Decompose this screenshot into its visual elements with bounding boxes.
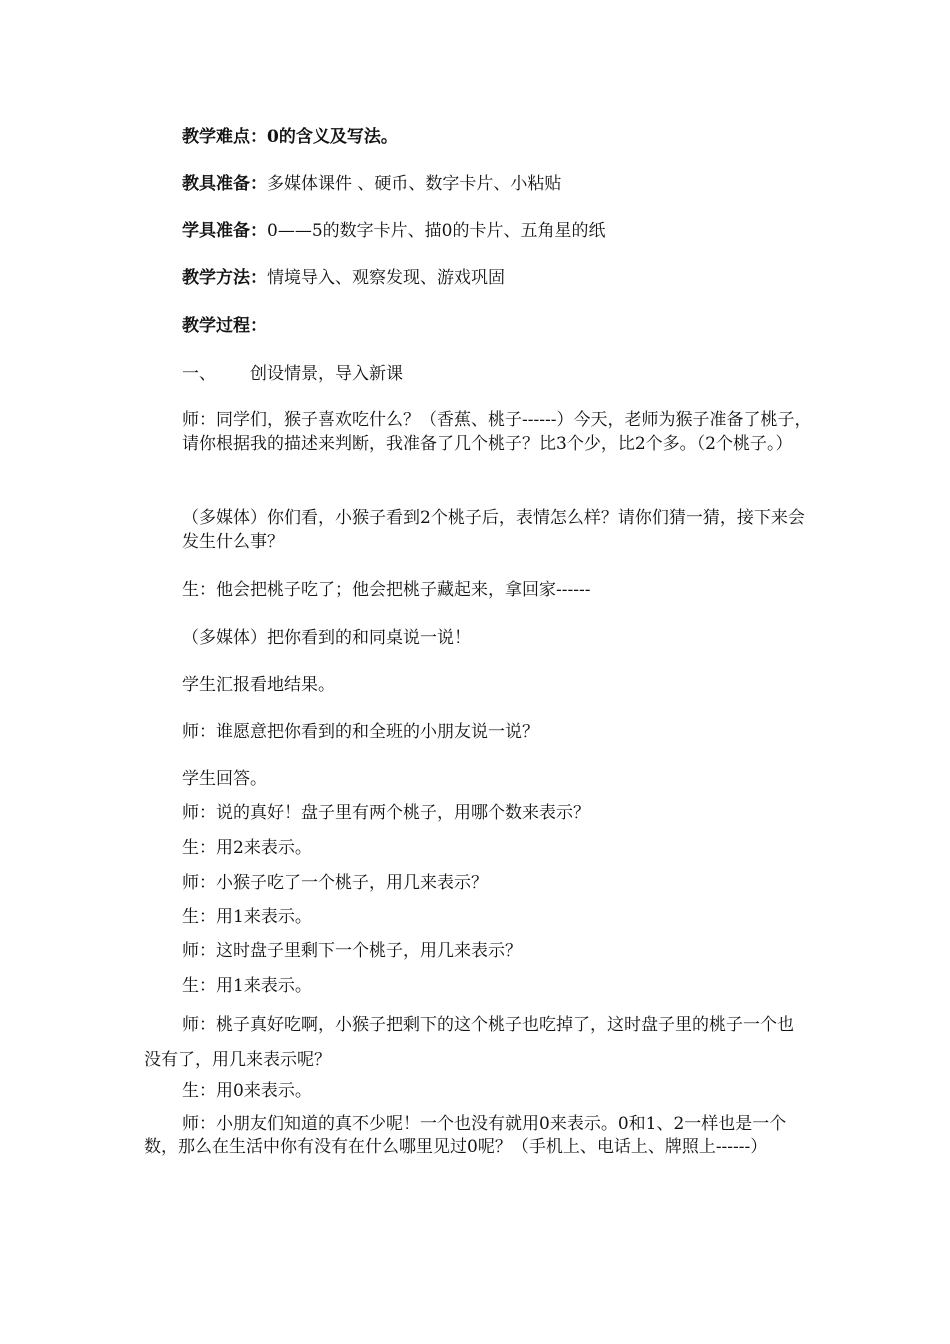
dialogue-line-2-text: 生：用2来表示。 — [182, 838, 312, 858]
paragraph-student-report-text: 学生汇报看地结果。 — [182, 675, 335, 695]
teaching-method-line — [182, 266, 505, 290]
dialogue-line-3-text: 师：小猴子吃了一个桃子，用几来表示？ — [182, 873, 488, 893]
dialogue-line-9 — [144, 1113, 810, 1159]
section-1-title: 创设情景，导入新课 — [250, 364, 403, 384]
paragraph-multimedia-2-text: （多媒体）把你看到的和同桌说一说！ — [182, 628, 471, 648]
process-label: 教学过程： — [182, 316, 267, 336]
paragraph-teacher-intro — [182, 409, 812, 456]
section-1-heading — [182, 362, 403, 386]
section-1-number: 一、 — [182, 364, 216, 384]
dialogue-line-4-text: 生：用1来表示。 — [182, 907, 312, 927]
paragraph-student-guess-text: 生：他会把桃子吃了；他会把桃子藏起来，拿回家------ — [182, 580, 591, 600]
dialogue-line-1-text: 师：说的真好！盘子里有两个桃子，用哪个数来表示？ — [182, 803, 590, 823]
dialogue-line-2 — [182, 836, 312, 860]
teaching-difficulty-line — [182, 125, 398, 149]
paragraph-student-answer-text: 学生回答。 — [182, 769, 267, 789]
dialogue-line-8 — [182, 1079, 312, 1103]
dialogue-line-9-text: 师：小朋友们知道的真不少呢！一个也没有就用0来表示。0和1、2一样也是一个数，那么在生活中你有没有在什么哪里见过0呢？（手机上、电话上、牌照上------） — [144, 1114, 787, 1157]
dialogue-line-8-text: 生：用0来表示。 — [182, 1081, 312, 1101]
paragraph-student-report — [182, 673, 335, 697]
tools-text: 多媒体课件 、硬币、数字卡片、小粘贴 — [267, 174, 562, 194]
difficulty-label: 教学难点： — [182, 127, 267, 147]
student-tools-text: 0——5的数字卡片、描0的卡片、五角星的纸 — [267, 221, 606, 241]
method-text: 情境导入、观察发现、游戏巩固 — [267, 268, 505, 288]
dialogue-line-7 — [144, 1008, 810, 1078]
paragraph-student-answer — [182, 767, 267, 791]
paragraph-multimedia-1 — [182, 506, 812, 554]
paragraph-teacher-ask — [182, 720, 539, 744]
student-tools-line — [182, 219, 605, 243]
dialogue-line-3 — [182, 871, 488, 895]
dialogue-line-7-text: 师：桃子真好吃啊，小猴子把剩下的这个桃子也吃掉了，这时盘子里的桃子一个也没有了，用几来表示呢？ — [144, 1015, 794, 1070]
paragraph-student-guess — [182, 578, 590, 602]
dialogue-line-4 — [182, 905, 312, 929]
tools-label: 教具准备： — [182, 174, 267, 194]
difficulty-text: 0的含义及写法。 — [267, 127, 398, 147]
paragraph-multimedia-1-text: （多媒体）你们看，小猴子看到2个桃子后，表情怎么样？请你们猜一猜，接下来会发生什么事？ — [182, 508, 805, 552]
paragraph-multimedia-2 — [182, 626, 471, 650]
dialogue-line-5 — [182, 939, 522, 963]
teaching-tools-line — [182, 172, 561, 196]
dialogue-line-6-text: 生：用1来表示。 — [182, 976, 312, 996]
paragraph-teacher-ask-text: 师：谁愿意把你看到的和全班的小朋友说一说？ — [182, 722, 539, 742]
paragraph-teacher-intro-text: 师：同学们，猴子喜欢吃什么？（香蕉、桃子------）今天，老师为猴子准备了桃子，请你根据我的描述来判断，我准备了几个桃子？比3个少，比2个多。（2个桃子。） — [182, 410, 812, 454]
teaching-process-heading — [182, 314, 267, 338]
student-tools-label: 学具准备： — [182, 221, 267, 241]
dialogue-line-6 — [182, 974, 312, 998]
dialogue-line-1 — [182, 801, 590, 825]
dialogue-line-5-text: 师：这时盘子里剩下一个桃子，用几来表示？ — [182, 941, 522, 961]
method-label: 教学方法： — [182, 268, 267, 288]
